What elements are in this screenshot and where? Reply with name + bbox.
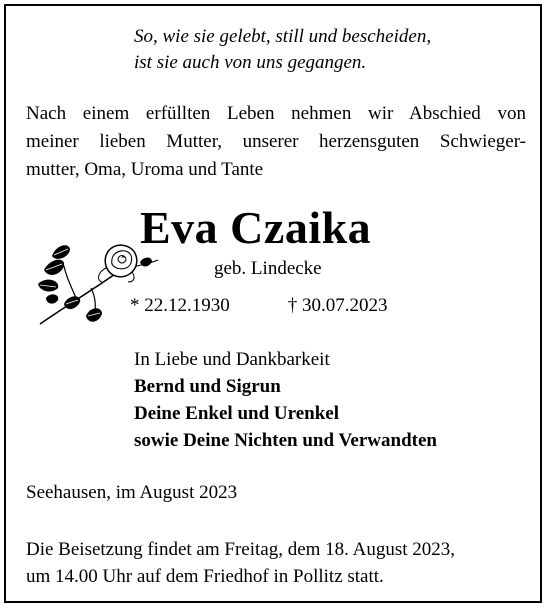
intro-text <box>26 100 526 184</box>
motto-line-1: So, wie sie gelebt, still und bescheiden, <box>134 26 432 47</box>
funeral-line-1: Die Beisetzung findet am Freitag, dem 18. August 2023, <box>26 539 456 560</box>
motto-line-2: ist sie auch von uns gegangen. <box>134 52 367 73</box>
signer-line-2: Deine Enkel und Urenkel <box>134 403 339 424</box>
birth-date: * 22.12.1930 <box>130 295 230 316</box>
intro-line-2: meiner lieben Mutter, unserer herzensguten Schwieger- <box>26 131 526 152</box>
life-dates <box>130 293 388 319</box>
funeral-line-2: um 14.00 Uhr auf dem Friedhof in Pollitz statt. <box>26 566 384 587</box>
birth-name: geb. Lindecke <box>214 258 322 279</box>
death-date: † 30.07.2023 <box>287 295 388 316</box>
deceased-name: Eva Czaika <box>140 202 372 253</box>
signers-block <box>134 346 437 454</box>
place-and-date: Seehausen, im August 2023 <box>26 482 238 503</box>
signer-line-1: Bernd und Sigrun <box>134 376 281 397</box>
intro-line-1: Nach einem erfüllten Leben nehmen wir Abschied von <box>26 103 526 124</box>
signer-line-3: sowie Deine Nichten und Verwandten <box>134 430 437 451</box>
motto <box>134 24 514 76</box>
funeral-notice <box>26 536 526 590</box>
intro-line-3: mutter, Oma, Uroma und Tante <box>26 159 264 180</box>
signers-intro: In Liebe und Dankbarkeit <box>134 349 330 370</box>
